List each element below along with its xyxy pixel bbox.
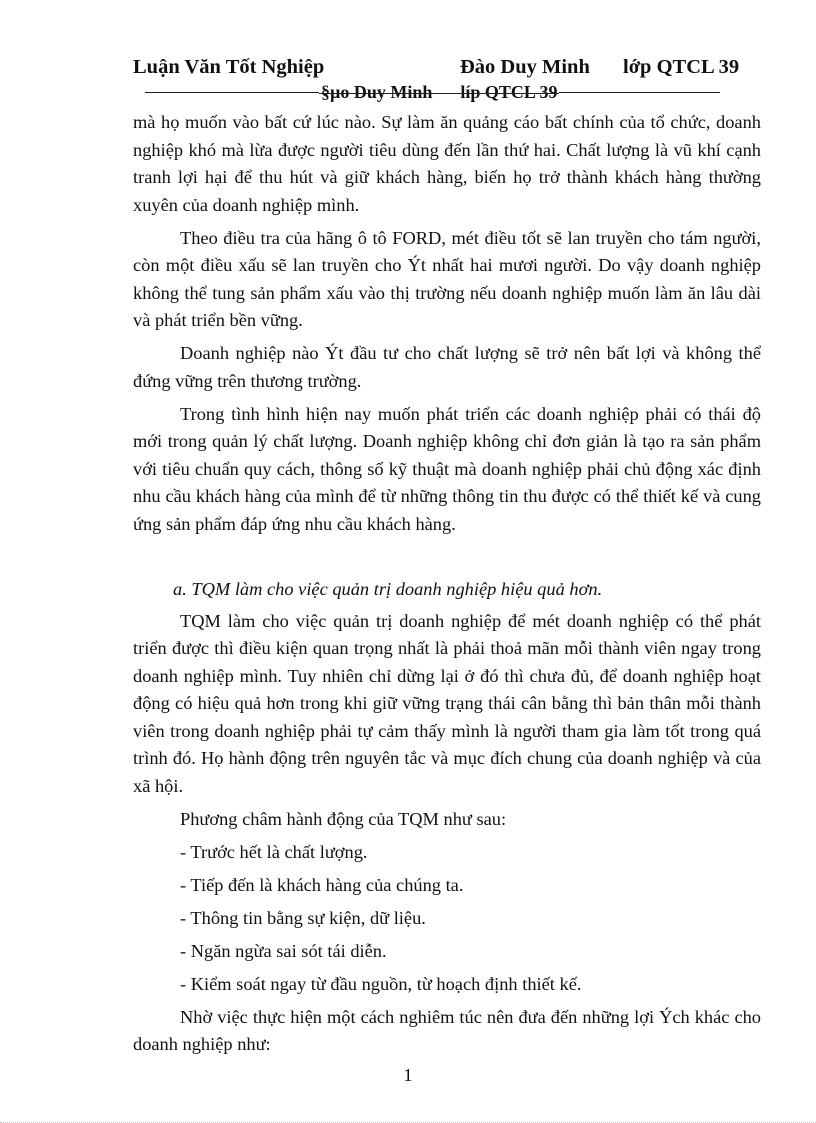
body-paragraph: mà họ muốn vào bất cứ lúc nào. Sự làm ăn quảng cáo bất chính của tổ chức, doanh nghiệp khó mà lừa được người tiêu dùng đến lần thứ hai. Chất lượng là vũ khí cạnh tranh lợi hại để thu hút và giữ khách hàng, biến họ trở thành khách hàng thường xuyên của doanh nghiệp mình. [133, 112, 761, 215]
section-heading: a. TQM làm cho việc quản trị doanh nghiệp hiệu quả hơn. [173, 579, 603, 599]
body-paragraph: Theo điều tra của hãng ô tô FORD, mét điều tốt sẽ lan truyền cho tám người, còn một điều xấu sẽ lan truyền cho Ýt nhất hai mươi người. Do vậy doanh nghiệp không thể tung sản phẩm xấu vào thị trường nếu doanh nghiệp muốn làm ăn lâu dài và phát triển bền vững. [133, 227, 761, 330]
list-item: - Kiểm soát ngay từ đầu nguồn, từ hoạch định thiết kế. [180, 973, 582, 994]
page-number: 1 [403, 1065, 413, 1085]
garbled-header-author: §µo Duy Minh [321, 82, 433, 102]
page-header [133, 54, 745, 80]
header-author: Đào Duy Minh [460, 56, 590, 78]
list-item: - Trước hết là chất lượng. [180, 841, 368, 862]
list-item: - Tiếp đến là khách hàng của chúng ta. [180, 874, 464, 895]
list-item: - Ngăn ngừa sai sót tái diễn. [180, 940, 387, 961]
body-paragraph: TQM làm cho việc quản trị doanh nghiệp để mét doanh nghiệp có thể phát triển được thì điều kiện quan trọng nhất là phải thoả mãn mỗi thành viên ngay trong doanh nghiệp mình. Tuy nhiên chỉ dừng lại ở đó thì chưa đủ, để doanh nghiệp hoạt động có hiệu quả hơn trong khi giữ vững trạng thái cân bằng thì bản thân mỗi thành viên trong doanh nghiệp phải tự cảm thấy mình là người tham gia làm tốt trong quá trình đó. Họ hành động trên nguyên tắc và mục đích chung của doanh nghiệp và của xã hội. [133, 610, 761, 796]
garbled-header-class: líp QTCL 39 [460, 82, 558, 102]
document-body [133, 109, 761, 1064]
header-rule [145, 80, 720, 104]
garbled-header-text [319, 80, 559, 104]
body-paragraph: Trong tình hình hiện nay muốn phát triển các doanh nghiệp phải có thái độ mới trong quản lý chất lượng. Doanh nghiệp không chỉ đơn giản là tạo ra sản phẩm với tiêu chuẩn quy cách, thông số kỹ thuật mà doanh nghiệp phải chủ động xác định nhu cầu khách hàng của mình để từ những thông tin thu được có thể thiết kế và cung ứng sản phẩm đáp ứng nhu cầu khách hàng. [133, 403, 761, 534]
motto-intro: Phương châm hành động của TQM như sau: [180, 808, 507, 829]
header-title: Luận Văn Tốt Nghiệp [133, 56, 325, 78]
closing-paragraph: Nhờ việc thực hiện một cách nghiêm túc nên đưa đến những lợi Ých khác cho doanh nghiệp như: [133, 1006, 761, 1054]
list-item: - Thông tin bằng sự kiện, dữ liệu. [180, 907, 426, 928]
body-paragraph: Doanh nghiệp nào Ýt đầu tư cho chất lượng sẽ trở nên bất lợi và không thể đứng vững trên thương trường. [133, 343, 761, 391]
header-class: lớp QTCL 39 [623, 56, 740, 78]
